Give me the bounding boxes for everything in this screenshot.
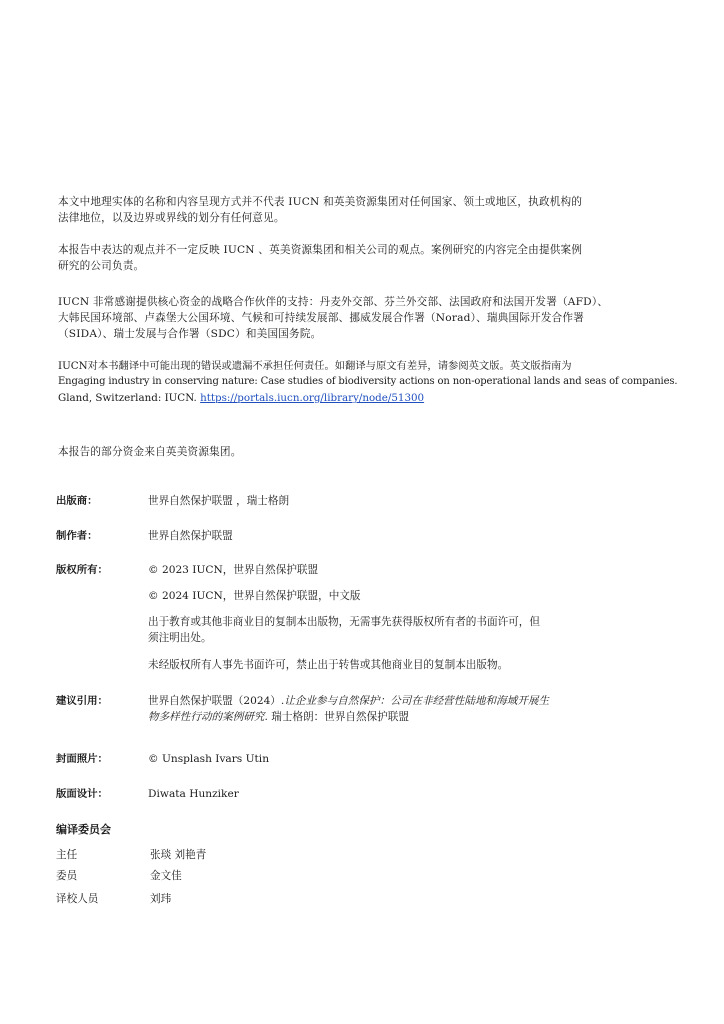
copyright-line: © 2024 IUCN，世界自然保护联盟，中文版 (148, 590, 361, 602)
citation-line (148, 709, 618, 725)
publisher-value: 世界自然保护联盟 ，瑞士格朗 (148, 495, 290, 507)
citation-suffix: 瑞士格朗：世界自然保护联盟 (267, 711, 409, 723)
translation-note-line: IUCN对本书翻译中可能出现的错误或遗漏不承担任何责任。如翻译与原文有差异，请参阅英文版。英文版指南为 (58, 360, 572, 372)
acknowledgement (58, 294, 658, 342)
citation-label: 建议引用： (56, 695, 108, 707)
producer-label: 制作者： (56, 530, 98, 542)
citation-prefix: 世界自然保护联盟（2024）. (148, 695, 285, 707)
citation-value (148, 693, 618, 725)
publisher-label: 出版商： (56, 495, 98, 507)
disclaimer-line: 本报告中表达的观点并不一定反映 IUCN 、英美资源集团和相关公司的观点。案例研究的内容完全由提供案例 (58, 244, 583, 256)
disclaimer-views (58, 242, 658, 274)
committee-heading: 编译委员会 (56, 823, 111, 836)
citation-title: 让企业参与自然保护：公司在非经营性陆地和海域开展生 (284, 695, 550, 707)
layout-design-value: Diwata Hunziker (148, 788, 239, 800)
copyright-label: 版权所有： (56, 564, 108, 576)
citation-line (148, 693, 618, 709)
disclaimer-line: 本文中地理实体的名称和内容呈现方式并不代表 IUCN 和英美资源集团对任何国家、领土或地区，执政机构的 (58, 196, 583, 208)
copyright-line: 须注明出处。 (148, 632, 212, 644)
member-names: 刘玮 (150, 893, 172, 905)
acknowledgement-line: （SIDA）、瑞士发展与合作署（SDC）和美国国务院。 (58, 328, 322, 340)
member-names: 张琰 刘艳青 (150, 849, 207, 861)
funding-statement: 本报告的部分资金来自英美资源集团。 (58, 446, 242, 458)
translation-note-line: Engaging industry in conserving nature: Case studies of biodiversity actions on non-operational lands and seas of companies. (58, 376, 678, 387)
member-names: 金文佳 (150, 870, 182, 882)
layout-design-label: 版面设计： (56, 788, 108, 800)
member-role: 委员 (56, 870, 78, 882)
disclaimer-line: 法律地位，以及边界或界线的划分有任何意见。 (58, 212, 285, 224)
copyright-line: © 2023 IUCN，世界自然保护联盟 (148, 564, 319, 576)
disclaimer-line: 研究的公司负责。 (58, 260, 145, 272)
cover-photo-value: © Unsplash Ivars Utin (148, 753, 270, 765)
acknowledgement-line: 大韩民国环境部、卢森堡大公国环境、气候和可持续发展部、挪威发展合作署（Norad）、瑞典国际开发合作署 (58, 312, 585, 324)
member-role: 译校人员 (56, 893, 99, 905)
cover-photo-label: 封面照片： (56, 753, 108, 765)
producer-value: 世界自然保护联盟 (148, 530, 233, 542)
copyright-value (148, 562, 618, 673)
translation-note (58, 358, 678, 406)
copyright-line: 出于教育或其他非商业目的复制本出版物，无需事先获得版权所有者的书面许可，但 (148, 616, 540, 628)
disclaimer-geographic (58, 194, 658, 226)
citation-title: 物多样性行动的案例研究. (148, 711, 268, 723)
library-link[interactable]: https://portals.iucn.org/library/node/51300 (200, 392, 425, 404)
acknowledgement-line: IUCN 非常感谢提供核心资金的战略合作伙伴的支持：丹麦外交部、芬兰外交部、法国政府和法国开发署（AFD）、 (58, 296, 609, 308)
copyright-line: 未经版权所有人事先书面许可，禁止出于转售或其他商业目的复制本出版物。 (148, 659, 509, 671)
translation-note-line (58, 390, 658, 406)
member-role: 主任 (56, 849, 78, 861)
translation-note-prefix: Gland, Switzerland: IUCN. (58, 392, 201, 404)
